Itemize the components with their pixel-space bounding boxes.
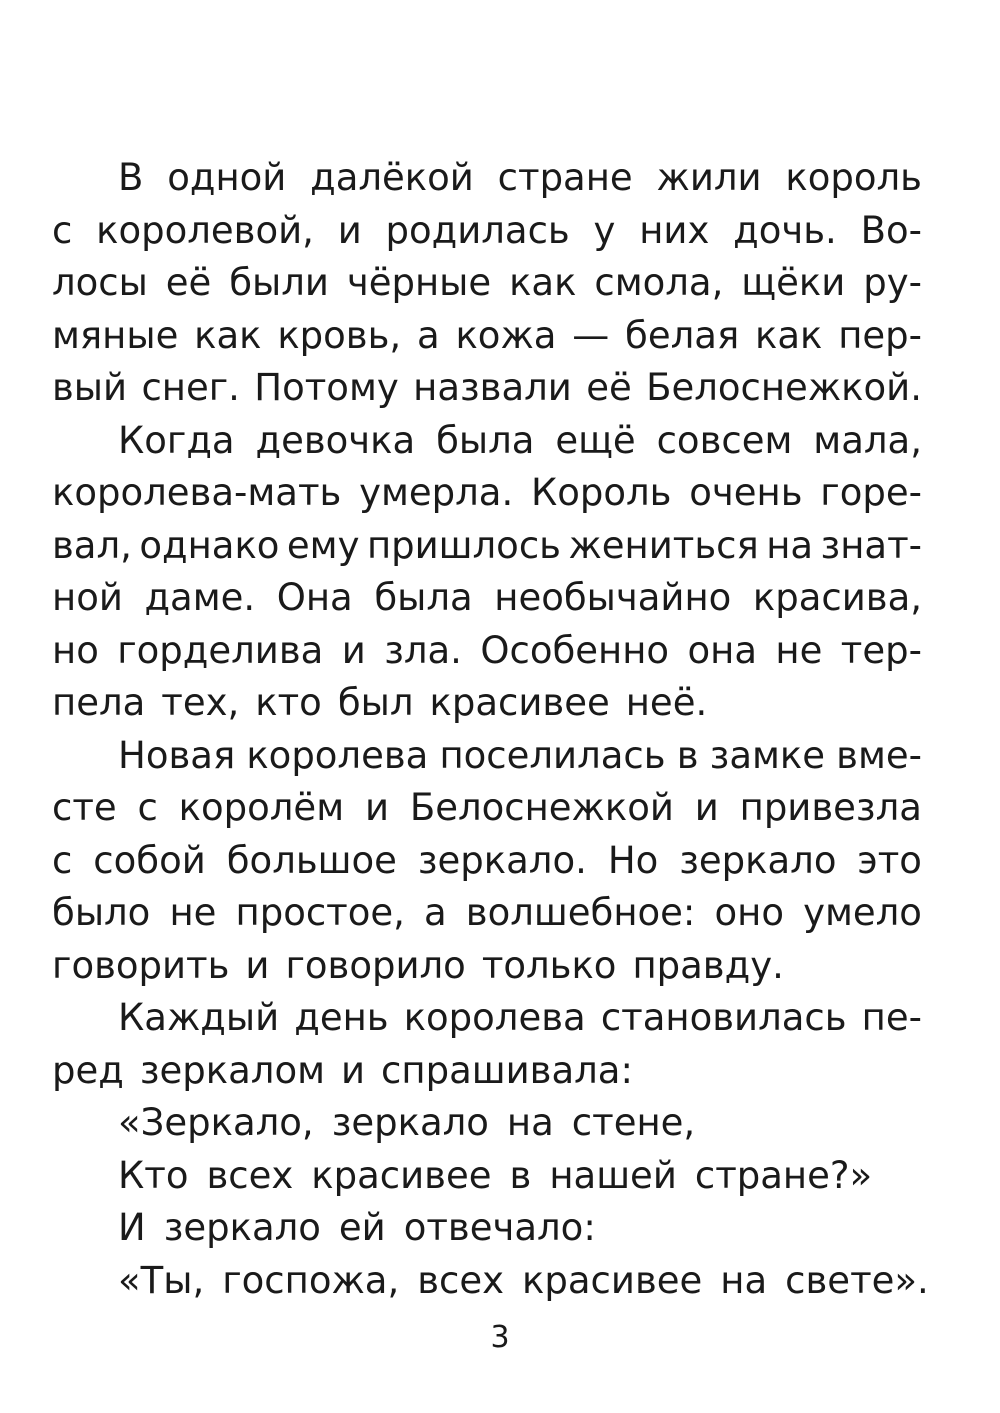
text-line — [52, 677, 922, 730]
word: знат- — [820, 523, 922, 567]
word: королём — [178, 786, 345, 829]
text-line — [52, 1097, 922, 1150]
word: в — [509, 1153, 532, 1197]
word: её — [586, 366, 632, 409]
word: смола, — [594, 261, 724, 304]
word: поселилась — [439, 733, 666, 777]
word: пер- — [838, 313, 922, 357]
text-line — [52, 887, 922, 940]
word: спрашивала: — [381, 1048, 633, 1092]
word: пе- — [861, 996, 922, 1039]
word: стране — [497, 156, 633, 199]
word: королева — [403, 996, 586, 1039]
word: Потому — [254, 366, 399, 409]
text-line — [52, 520, 922, 573]
word: Когда — [118, 418, 235, 462]
word: кровь, — [277, 313, 402, 357]
word: ред — [52, 1048, 124, 1092]
word: и — [341, 628, 366, 672]
word: были — [229, 261, 329, 304]
word: — — [572, 313, 610, 357]
word: Белоснежкой — [409, 786, 674, 829]
word: а — [424, 891, 447, 934]
word: было — [52, 891, 151, 934]
word: как — [755, 313, 823, 357]
word: у — [593, 208, 616, 252]
word: вый — [52, 366, 128, 409]
word: на — [720, 1258, 768, 1302]
text-line — [52, 782, 922, 835]
word: это — [857, 838, 922, 882]
word: всех — [206, 1153, 294, 1197]
word: король — [785, 156, 922, 199]
text-line — [52, 467, 922, 520]
word: жили — [656, 156, 762, 199]
word: «Зеркало, — [118, 1101, 314, 1144]
word: жениться — [568, 523, 759, 567]
word: привезла — [739, 786, 922, 829]
word: а — [416, 313, 440, 357]
word: чёрные — [346, 261, 492, 304]
word: королева — [246, 733, 429, 777]
word: ру- — [863, 261, 922, 304]
word: как — [509, 261, 577, 304]
word: мала, — [813, 418, 922, 462]
word: говорило — [285, 943, 466, 987]
word: с — [52, 208, 73, 252]
word: Король — [531, 471, 672, 514]
text-line — [52, 572, 922, 625]
word: зеркало. — [417, 838, 587, 882]
word: неё. — [625, 681, 708, 724]
word: отвечало: — [403, 1206, 596, 1249]
word: собой — [93, 838, 206, 882]
word: госпожа, — [222, 1258, 400, 1302]
word: тех, — [161, 681, 240, 724]
word: тер- — [840, 628, 922, 672]
word: Во- — [860, 208, 922, 252]
word: Кто — [118, 1153, 189, 1197]
word: и — [364, 786, 389, 829]
text-line — [52, 992, 922, 1045]
word: правду. — [632, 943, 784, 987]
word: назвали — [413, 366, 572, 409]
word: нашей — [549, 1153, 677, 1197]
word: с — [137, 786, 158, 829]
word: и — [337, 208, 362, 252]
word: оно — [714, 891, 784, 934]
word: замке — [709, 733, 826, 777]
word: Но — [607, 838, 659, 882]
word: зеркало — [163, 1206, 321, 1249]
word: Новая — [118, 733, 236, 777]
word: умело — [803, 891, 922, 934]
text-line — [52, 1045, 922, 1098]
word: день — [294, 996, 389, 1039]
word: на — [506, 1101, 554, 1144]
word: мяные — [52, 313, 179, 357]
word: была — [374, 576, 473, 619]
word: них — [639, 208, 710, 252]
word: красивее — [429, 681, 610, 724]
word: пришлось — [366, 523, 561, 567]
word: но — [52, 628, 99, 672]
word: стене, — [571, 1101, 696, 1144]
word: Она — [276, 576, 353, 619]
text-line — [52, 730, 922, 783]
word: на — [766, 523, 814, 567]
word: красивее — [311, 1153, 492, 1197]
word: как — [194, 313, 262, 357]
word: белая — [625, 313, 740, 357]
word: горделива — [117, 628, 324, 672]
word: Особенно — [480, 628, 670, 672]
word: необычайно — [494, 576, 732, 619]
word: однако — [139, 523, 280, 567]
word: и — [245, 943, 270, 987]
word: зеркало — [331, 1101, 489, 1144]
word: Каждый — [118, 996, 280, 1039]
text-line — [52, 1255, 929, 1308]
word: пела — [52, 681, 146, 724]
word: стране?» — [694, 1153, 873, 1197]
word: сте — [52, 786, 117, 829]
word: кожа — [455, 313, 557, 357]
word: ещё — [555, 418, 636, 462]
word: красивее — [522, 1258, 703, 1302]
word: простое, — [235, 891, 405, 934]
word: и — [694, 786, 719, 829]
story-text — [52, 152, 929, 1307]
word: её — [165, 261, 212, 304]
page-number: 3 — [490, 1320, 510, 1355]
word: большое — [226, 838, 397, 882]
word: ей — [338, 1206, 386, 1249]
text-line — [52, 362, 922, 415]
word: умерла. — [359, 471, 514, 514]
text-line — [52, 205, 922, 258]
text-line — [52, 940, 922, 993]
word: волшебное: — [465, 891, 696, 934]
word: вме- — [836, 733, 922, 777]
word: дочь. — [733, 208, 837, 252]
text-line — [52, 1150, 922, 1203]
word: не — [169, 891, 217, 934]
word: королевой, — [96, 208, 314, 252]
word: всех — [417, 1258, 505, 1302]
word: «Ты, — [118, 1258, 205, 1302]
word: королева-мать — [52, 471, 342, 514]
text-line — [52, 625, 922, 678]
word: родилась — [385, 208, 570, 252]
word: горе- — [820, 471, 922, 514]
word: Белоснежкой. — [646, 366, 922, 409]
text-line — [52, 310, 922, 363]
word: далёкой — [310, 156, 474, 199]
word: был — [337, 681, 414, 724]
word: и — [341, 1048, 366, 1092]
word: совсем — [656, 418, 793, 462]
word: зеркало — [679, 838, 837, 882]
text-line — [52, 415, 922, 468]
word: одной — [167, 156, 287, 199]
text-line — [52, 257, 922, 310]
word: вал, — [52, 523, 132, 567]
word: зла. — [384, 628, 462, 672]
word: В — [118, 156, 144, 199]
word: кто — [255, 681, 322, 724]
word: в — [676, 733, 699, 777]
word: девочка — [255, 418, 416, 462]
word: ной — [52, 576, 123, 619]
text-line — [52, 835, 922, 888]
word: была — [436, 418, 535, 462]
word: говорить — [52, 943, 230, 987]
word: с — [52, 838, 73, 882]
text-line — [52, 152, 922, 205]
word: ему — [286, 523, 360, 567]
word: даме. — [144, 576, 256, 619]
text-line — [52, 1202, 922, 1255]
word: не — [775, 628, 823, 672]
word: щёки — [741, 261, 846, 304]
word: лосы — [52, 261, 148, 304]
word: зеркалом — [139, 1048, 325, 1092]
word: снег. — [141, 366, 240, 409]
word: только — [481, 943, 617, 987]
word: становилась — [600, 996, 847, 1039]
word: красива, — [752, 576, 922, 619]
word: она — [687, 628, 757, 672]
word: И — [118, 1206, 146, 1249]
word: очень — [689, 471, 803, 514]
word: свете». — [785, 1258, 929, 1302]
